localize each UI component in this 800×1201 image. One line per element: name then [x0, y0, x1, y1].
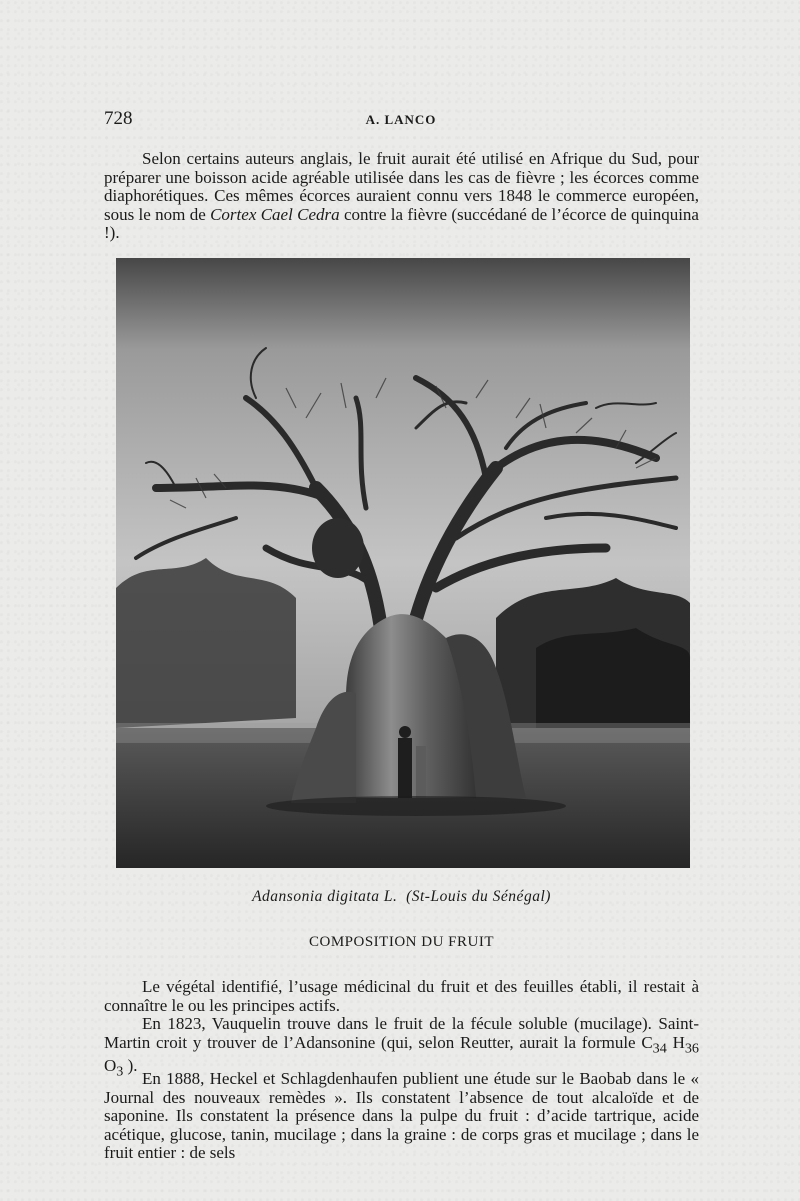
body-paragraph-1: Le végétal identifié, l’usage médicinal du fruit et des feuilles établi, il restait à connaître le ou les principes actifs. [104, 977, 699, 1015]
intro-text-1: Selon certains auteurs anglais, le fruit aurait été utilisé en Afrique du Sud, pour préparer une boisson acide agréable utilisée dans les cas de fièvre ; les écorces comme diaphorétiques. Ces mêmes écorces auraient connu vers 1848 le commerce européen, sous le nom de [104, 149, 699, 224]
formula-h: H [672, 1032, 685, 1052]
running-head: A. LANCO [365, 112, 437, 127]
formula-c-sub: 34 [652, 1039, 667, 1056]
figure-caption [104, 888, 699, 906]
page-header [104, 108, 698, 132]
caption-place: (St-Louis du Sénégal) [406, 888, 551, 905]
baobab-photograph [116, 258, 690, 868]
caption-species: Adansonia digitata L. [252, 888, 398, 905]
formula-h-sub: 36 [684, 1039, 699, 1056]
body-paragraph-3: En 1888, Heckel et Schlagdenhaufen publient une étude sur le Baobab dans le « Journal des nouveaux remèdes ». Ils constatent l’absence de tout alcaloïde et de saponine. Ils constatent la présence dans la pulpe du fruit : d’acide tartrique, acide acétique, glucose, tanin, mucilage ; dans la graine : de corps gras et mucilage ; dans le fruit entier : de sels [104, 1069, 699, 1162]
intro-italic-term: Cortex Cael Cedra [210, 204, 340, 224]
intro-paragraph [104, 150, 699, 243]
intro-text-2: contre la fièvre (succédané de l’écorce de quinquina !). [104, 204, 699, 242]
formula-o-sub: 3 [116, 1063, 124, 1080]
page-number: 728 [104, 108, 133, 129]
section-title: COMPOSITION DU FRUIT [308, 934, 494, 950]
formula-c: C [641, 1032, 653, 1052]
body-paragraph-2-text: En 1823, Vauquelin trouve dans le fruit de la fécule soluble (mucilage). Saint-Martin croit y trouver de l’Adansonine (qui, selon Reutter, aurait la formule [104, 1014, 699, 1052]
baobab-photo-illustration [116, 258, 690, 868]
formula-end: ). [123, 1056, 138, 1076]
formula-o: O [104, 1056, 117, 1076]
